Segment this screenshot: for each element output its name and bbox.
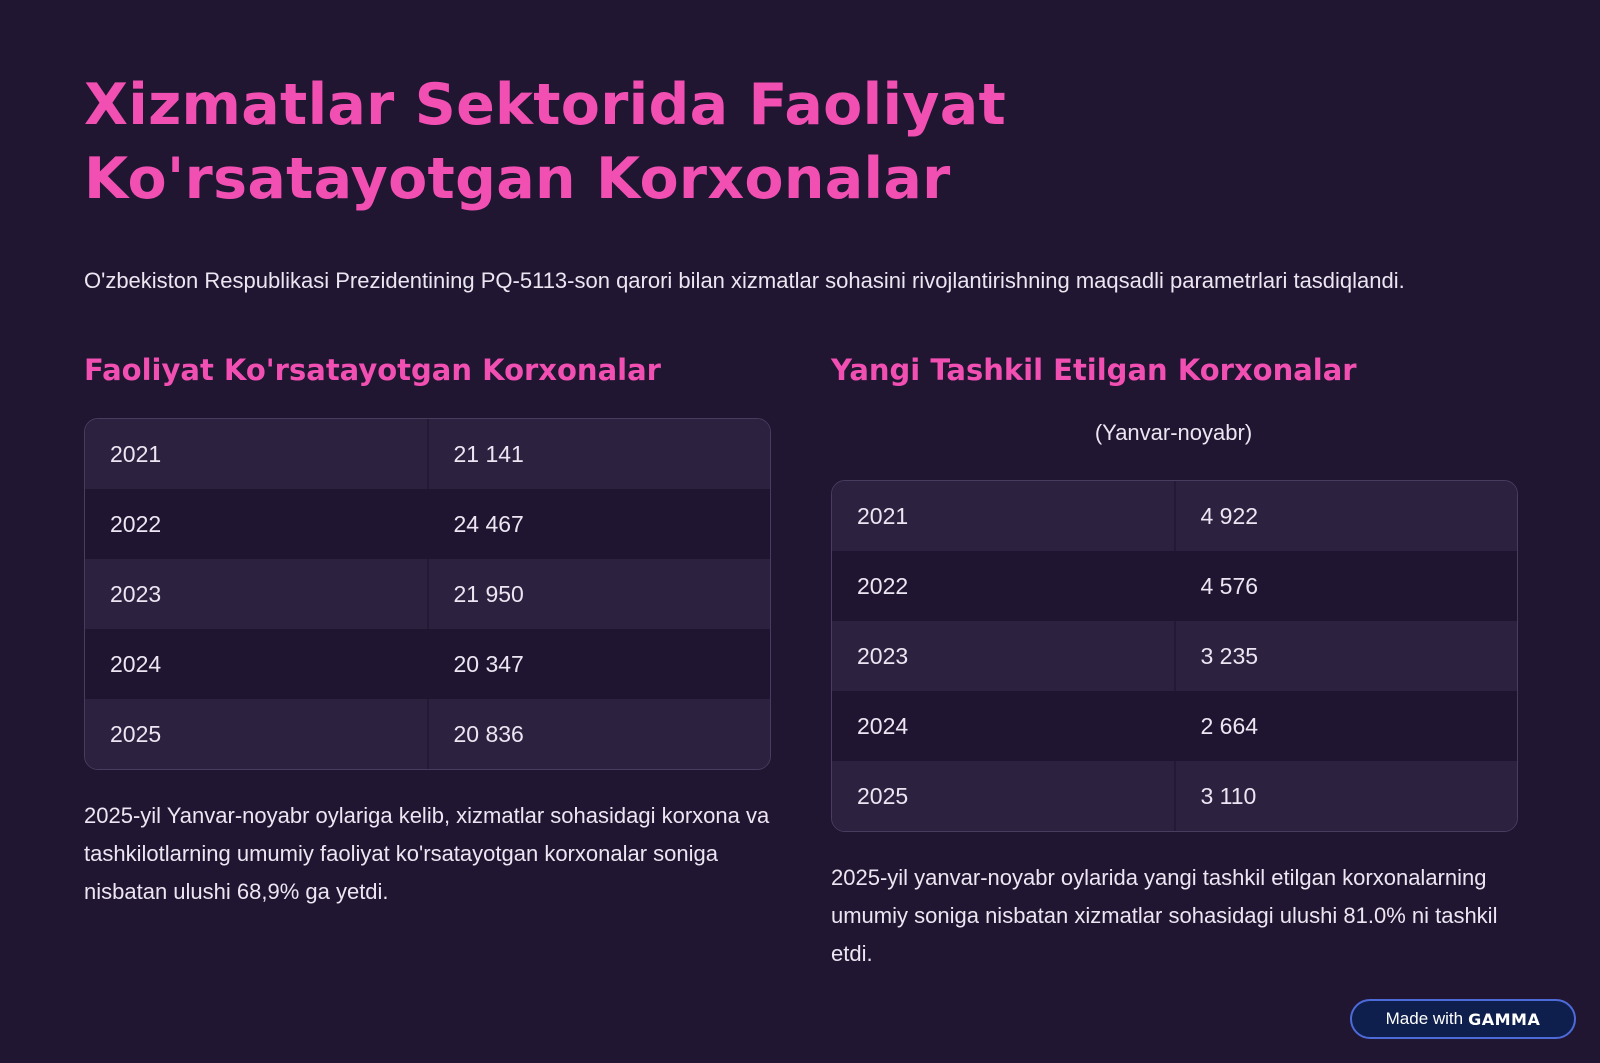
year-cell: 2021 [832, 481, 1176, 551]
gamma-logo: GAMMA [1468, 1009, 1541, 1029]
value-cell: 3 110 [1200, 782, 1257, 809]
year-cell: 2024 [832, 691, 1176, 761]
page-subtitle: O'zbekiston Respublikasi Prezidentining PQ-5113-son qarori bilan xizmatlar sohasini rivojlantirishning maqsadli parametrlari tasdiqlandi. [84, 268, 1405, 293]
table-row [832, 761, 1517, 831]
table-row [85, 559, 770, 629]
year-cell: 2025 [832, 761, 1176, 831]
active-enterprises-table [84, 418, 771, 770]
active-enterprises-note: 2025-yil Yanvar-noyabr oylariga kelib, xizmatlar sohasidagi korxona va tashkilotlarning umumiy faoliyat ko'rsatayotgan korxonalar soniga nisbatan ulushi 68,9% ga yetdi. [84, 803, 770, 904]
year-cell: 2023 [832, 621, 1176, 691]
table-row [85, 489, 770, 559]
page-title [84, 68, 1284, 216]
year-cell: 2025 [85, 699, 429, 769]
value-cell: 21 141 [453, 440, 524, 467]
table-row [85, 419, 770, 489]
page-title-line-1: Xizmatlar Sektorida Faoliyat [84, 72, 1007, 138]
table-row [85, 629, 770, 699]
table-row [832, 691, 1517, 761]
value-cell: 4 922 [1200, 502, 1259, 529]
table-row [832, 481, 1517, 551]
year-cell: 2022 [832, 551, 1176, 621]
value-cell: 4 576 [1200, 572, 1259, 599]
value-cell: 20 347 [453, 650, 524, 677]
value-cell: 2 664 [1200, 712, 1259, 739]
badge-prefix: Made with [1385, 1009, 1464, 1028]
value-cell: 20 836 [453, 720, 524, 747]
period-label: (Yanvar-noyabr) [1094, 420, 1253, 445]
made-with-gamma-badge[interactable] [1350, 999, 1576, 1039]
active-enterprises-heading: Faoliyat Ko'rsatayotgan Korxonalar [84, 353, 661, 387]
table-row [832, 551, 1517, 621]
new-enterprises-note: 2025-yil yanvar-noyabr oylarida yangi tashkil etilgan korxonalarning umumiy soniga nisbatan xizmatlar sohasidagi ulushi 81.0% ni tashkil etdi. [831, 865, 1498, 966]
page-title-line-2: Ko'rsatayotgan Korxonalar [84, 146, 951, 212]
new-enterprises-heading: Yangi Tashkil Etilgan Korxonalar [831, 353, 1357, 387]
year-cell: 2023 [85, 559, 429, 629]
value-cell: 3 235 [1200, 642, 1259, 669]
value-cell: 24 467 [453, 510, 524, 537]
table-row [85, 699, 770, 769]
new-enterprises-table [831, 480, 1518, 832]
year-cell: 2021 [85, 419, 429, 489]
year-cell: 2022 [85, 489, 429, 559]
table-row [832, 621, 1517, 691]
value-cell: 21 950 [453, 580, 524, 607]
year-cell: 2024 [85, 629, 429, 699]
